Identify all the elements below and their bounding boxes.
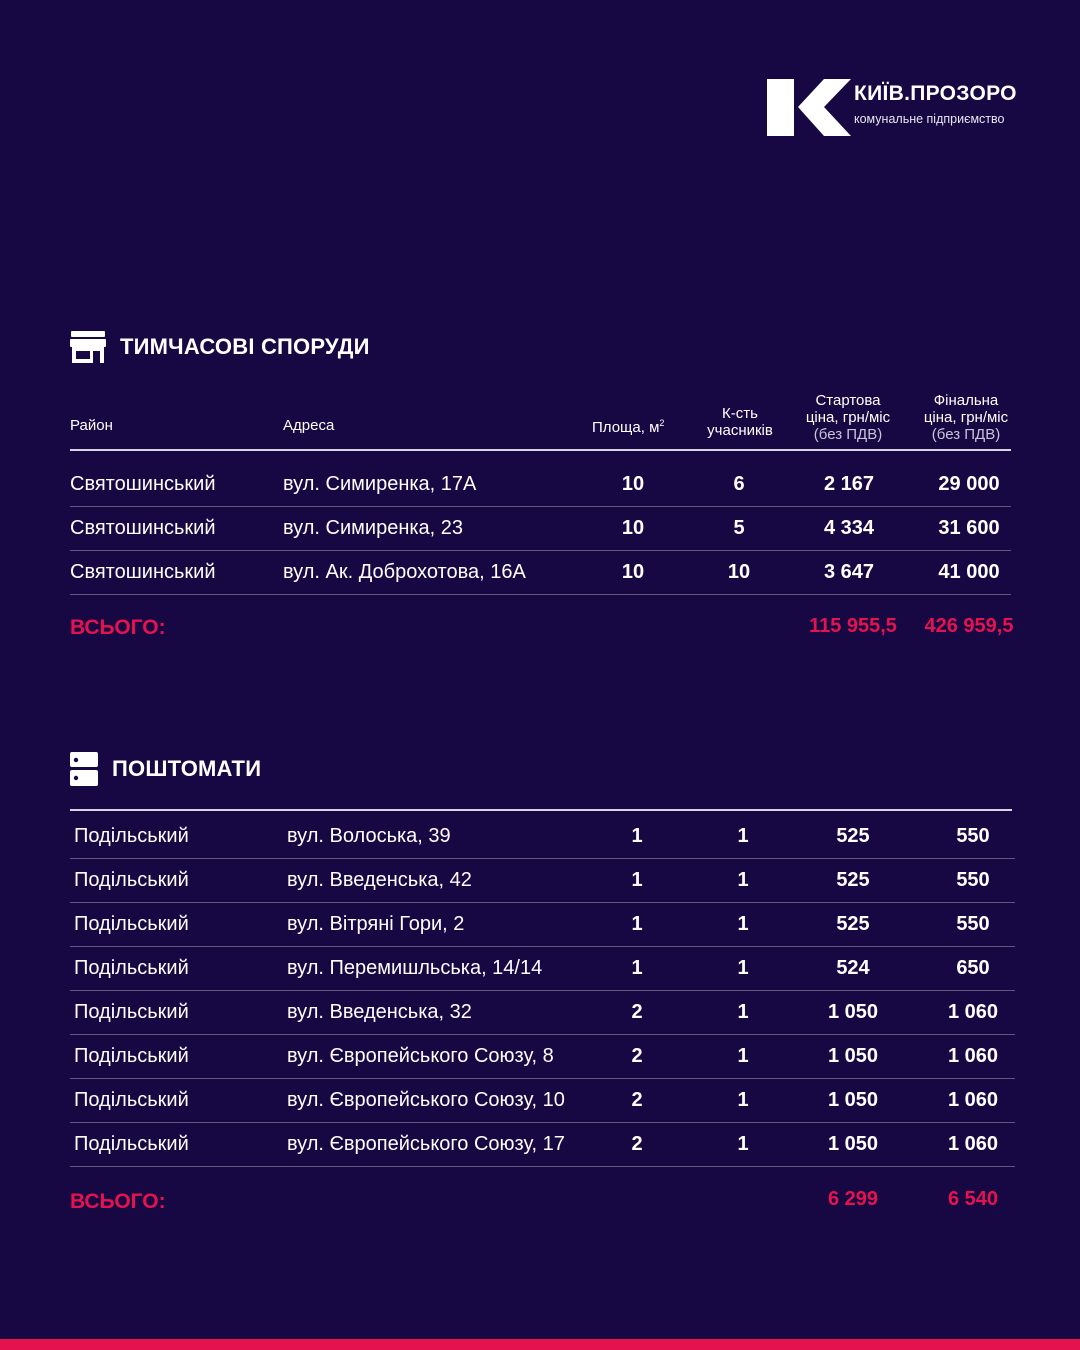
- cell-area: 1: [631, 869, 643, 891]
- brand-subtitle: комунальне підприємство: [854, 112, 1005, 126]
- header-area: [592, 415, 664, 436]
- cell-final-price: 1 060: [947, 1045, 999, 1067]
- header-start-line1: Стартова: [815, 392, 881, 409]
- header-participants: [696, 405, 784, 439]
- cell-start-price: 1 050: [827, 1089, 879, 1111]
- cell-participants: 1: [737, 1089, 749, 1111]
- cell-area: 2: [631, 1089, 643, 1111]
- cell-area: 1: [631, 957, 643, 979]
- table-top-divider: [70, 809, 1012, 811]
- cell-district: Святошинський: [70, 473, 216, 495]
- cell-area: 2: [631, 1133, 643, 1155]
- section-parcel-lockers-title: [70, 752, 261, 786]
- cell-district: Подільський: [74, 913, 189, 935]
- cell-start-price: 1 050: [827, 1133, 879, 1155]
- table-row: [70, 858, 1015, 903]
- cell-area: 10: [621, 473, 645, 495]
- cell-final-price: 1 060: [947, 1001, 999, 1023]
- cell-final-price: 550: [956, 869, 990, 891]
- header-final-line2: ціна, грн/міс: [923, 409, 1009, 426]
- table-row: [70, 506, 1011, 551]
- table-row: [70, 902, 1015, 947]
- cell-district: Святошинський: [70, 517, 216, 539]
- total-start-price: 6 299: [827, 1188, 879, 1210]
- section-temporary-structures-title: [70, 330, 370, 364]
- cell-area: 1: [631, 913, 643, 935]
- cell-participants: 1: [737, 869, 749, 891]
- total-label: ВСЬОГО:: [70, 616, 166, 639]
- cell-address: вул. Волоська, 39: [287, 825, 451, 847]
- header-start-line3: (без ПДВ): [813, 426, 883, 443]
- cell-participants: 5: [733, 517, 745, 539]
- cell-district: Подільський: [74, 1133, 189, 1155]
- cell-address: вул. Перемишльська, 14/14: [287, 957, 543, 979]
- cell-start-price: 525: [836, 825, 870, 847]
- bottom-accent-bar: [0, 1339, 1080, 1350]
- cell-address: вул. Європейського Союзу, 10: [287, 1089, 565, 1111]
- cell-address: вул. Європейського Союзу, 8: [287, 1045, 554, 1067]
- cell-start-price: 1 050: [827, 1001, 879, 1023]
- header-final-line1: Фінальна: [933, 392, 999, 409]
- cell-district: Подільський: [74, 1045, 189, 1067]
- cell-final-price: 29 000: [938, 473, 1000, 495]
- cell-final-price: 650: [956, 957, 990, 979]
- section-title: ТИМЧАСОВІ СПОРУДИ: [120, 334, 370, 359]
- cell-district: Святошинський: [70, 561, 216, 583]
- cell-area: 10: [621, 561, 645, 583]
- table-row: [70, 990, 1015, 1035]
- cell-district: Подільський: [74, 869, 189, 891]
- brand-logo: [767, 79, 1037, 137]
- header-count-line1: К-сть: [722, 405, 758, 422]
- cell-address: вул. Вітряні Гори, 2: [287, 913, 465, 935]
- header-district: Район: [70, 417, 113, 434]
- header-area-label: Площа, м: [592, 419, 660, 436]
- cell-area: 10: [621, 517, 645, 539]
- header-count-line2: учасників: [707, 422, 773, 439]
- cell-area: 1: [631, 825, 643, 847]
- total-final-price: 6 540: [947, 1188, 999, 1210]
- cell-final-price: 550: [956, 825, 990, 847]
- total-final-price: 426 959,5: [924, 615, 1014, 637]
- cell-start-price: 525: [836, 869, 870, 891]
- table-row: [70, 1078, 1015, 1123]
- cell-start-price: 2 167: [823, 473, 875, 495]
- cell-district: Подільський: [74, 1001, 189, 1023]
- header-area-sup: 2: [659, 418, 665, 428]
- kyiv-prozoro-logo-mark-icon: [767, 79, 851, 136]
- total-label: ВСЬОГО:: [70, 1190, 166, 1213]
- cell-district: Подільський: [74, 1089, 189, 1111]
- cell-start-price: 524: [836, 957, 870, 979]
- cell-participants: 1: [737, 1045, 749, 1067]
- cell-address: вул. Європейського Союзу, 17: [287, 1133, 565, 1155]
- table-row: [70, 1122, 1015, 1167]
- cell-participants: 1: [737, 913, 749, 935]
- table-row: [70, 462, 1011, 507]
- cell-district: Подільський: [74, 957, 189, 979]
- cell-participants: 1: [737, 1133, 749, 1155]
- cell-address: вул. Ак. Доброхотова, 16А: [283, 561, 526, 583]
- cell-area: 2: [631, 1001, 643, 1023]
- cell-participants: 1: [737, 1001, 749, 1023]
- table-row: [70, 946, 1015, 991]
- cell-participants: 1: [737, 825, 749, 847]
- table-row: [70, 814, 1015, 859]
- cell-final-price: 1 060: [947, 1089, 999, 1111]
- parcel-locker-icon: [70, 752, 98, 786]
- cell-final-price: 31 600: [938, 517, 1000, 539]
- header-final-price: [913, 392, 1019, 443]
- cell-start-price: 1 050: [827, 1045, 879, 1067]
- brand-name: КИЇВ.ПРОЗОРО: [854, 82, 1017, 105]
- cell-final-price: 41 000: [938, 561, 1000, 583]
- cell-participants: 6: [733, 473, 745, 495]
- header-start-line2: ціна, грн/міс: [805, 409, 891, 426]
- cell-start-price: 525: [836, 913, 870, 935]
- cell-participants: 10: [727, 561, 751, 583]
- cell-address: вул. Введенська, 32: [287, 1001, 472, 1023]
- table-row: [70, 550, 1011, 595]
- cell-address: вул. Симиренка, 17А: [283, 473, 477, 495]
- header-address: Адреса: [283, 417, 335, 434]
- cell-area: 2: [631, 1045, 643, 1067]
- header-start-price: [795, 392, 901, 443]
- section-title: ПОШТОМАТИ: [112, 756, 262, 781]
- cell-final-price: 550: [956, 913, 990, 935]
- cell-address: вул. Введенська, 42: [287, 869, 472, 891]
- cell-participants: 1: [737, 957, 749, 979]
- header-final-line3: (без ПДВ): [931, 426, 1001, 443]
- cell-district: Подільський: [74, 825, 189, 847]
- cell-final-price: 1 060: [947, 1133, 999, 1155]
- cell-address: вул. Симиренка, 23: [283, 517, 464, 539]
- cell-start-price: 3 647: [823, 561, 875, 583]
- table-header: [70, 388, 1011, 451]
- store-icon: [70, 330, 106, 364]
- cell-start-price: 4 334: [823, 517, 875, 539]
- total-start-price: 115 955,5: [809, 615, 897, 637]
- table-row: [70, 1034, 1015, 1079]
